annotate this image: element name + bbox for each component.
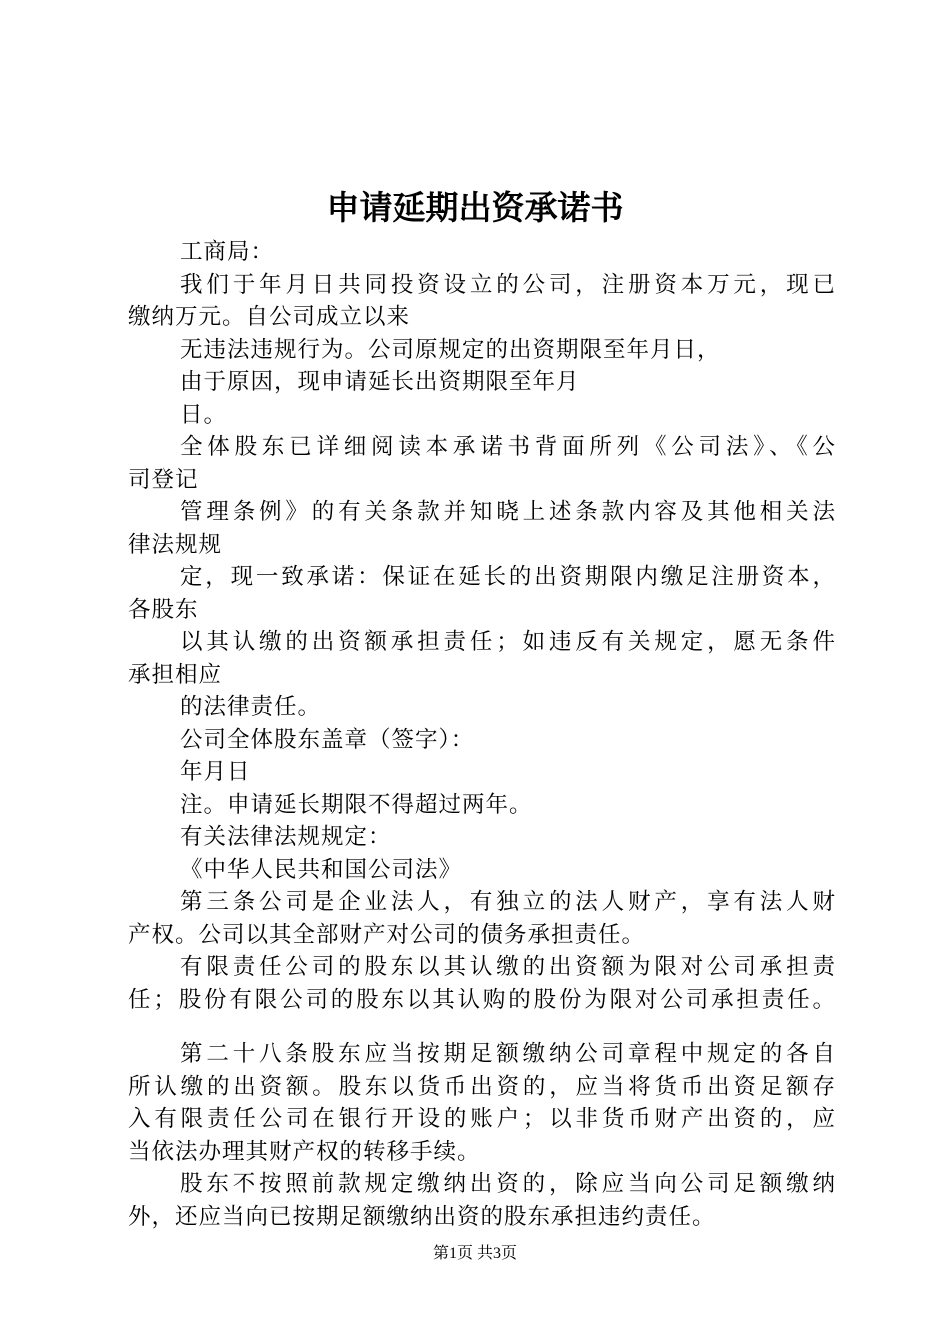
body-line: 注。申请延长期限不得超过两年。 (180, 791, 533, 818)
body-line: 承担相应 (128, 661, 223, 688)
body-line: 定，现一致承诺：保证在延长的出资期限内缴足注册资本， (180, 564, 836, 590)
body-line: 入有限责任公司在银行开设的账户；以非货币财产出资的，应 (128, 1106, 836, 1132)
body-line: 律法规规 (128, 531, 223, 558)
body-line: 《中华人民共和国公司法》 (180, 856, 463, 883)
body-line: 外，还应当向已按期足额缴纳出资的股东承担违约责任。 (128, 1203, 716, 1230)
document-title: 申请延期出资承诺书 (326, 188, 624, 227)
body-line: 日。 (180, 401, 228, 428)
body-line: 当依法办理其财产权的转移手续。 (128, 1138, 481, 1165)
paragraph-gap (128, 1016, 836, 1038)
body-line: 年月日 (180, 759, 251, 785)
body-line: 第二十八条股东应当按期足额缴纳公司章程中规定的各自 (180, 1041, 836, 1067)
body-line: 全体股东已详细阅读本承诺书背面所列《公司法》、《公 (180, 434, 836, 460)
body-line: 无违法违规行为。公司原规定的出资期限至年月日， (180, 336, 721, 363)
body-line: 工商局： (180, 239, 275, 265)
body-line: 公司全体股东盖章（签字）： (180, 726, 475, 753)
document-body (128, 236, 836, 1233)
body-line: 的法律责任。 (180, 694, 322, 720)
body-line: 管理条例》的有关条款并知晓上述条款内容及其他相关法 (180, 499, 836, 525)
body-line: 任；股份有限公司的股东以其认购的股份为限对公司承担责任。 (128, 986, 836, 1013)
body-line: 以其认缴的出资额承担责任；如违反有关规定，愿无条件 (180, 629, 836, 655)
body-line: 第三条公司是企业法人，有独立的法人财产，享有法人财 (180, 889, 836, 915)
body-line: 缴纳万元。自公司成立以来 (128, 304, 411, 330)
body-line: 我们于年月日共同投资设立的公司，注册资本万元，现已 (180, 271, 836, 298)
body-line: 产权。公司以其全部财产对公司的债务承担责任。 (128, 921, 646, 948)
body-line: 股东不按照前款规定缴纳出资的，除应当向公司足额缴纳 (180, 1171, 836, 1197)
page-footer: 第1页 共3页 (432, 1245, 517, 1262)
body-line: 有关法律法规规定： (180, 824, 392, 850)
body-line: 司登记 (128, 466, 199, 493)
body-line: 所认缴的出资额。股东以货币出资的，应当将货币出资足额存 (128, 1073, 836, 1100)
body-line: 由于原因，现申请延长出资期限至年月 (180, 369, 580, 395)
body-line: 各股东 (128, 596, 199, 623)
body-line: 有限责任公司的股东以其认缴的出资额为限对公司承担责 (180, 954, 836, 980)
